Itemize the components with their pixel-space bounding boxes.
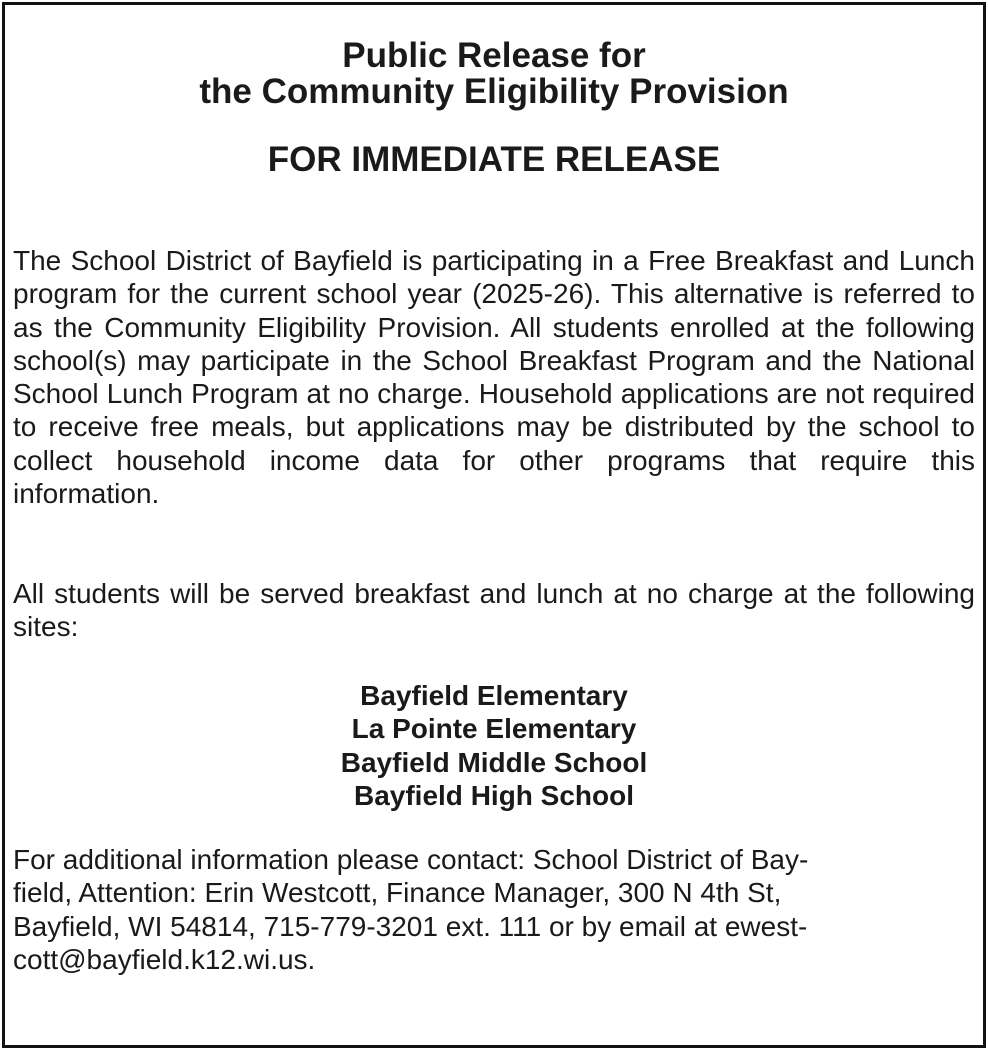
notice-frame (2, 2, 986, 1048)
sites-intro-paragraph: All students will be served breakfast and lunch at no charge at the following sites: (13, 578, 975, 643)
program-paragraph: The School District of Bayfield is participating in a Free Breakfast and Lunch program for the current school year (2025-26). This alternative is referred to as the Community Eligibility Provision. All students enrolled at the following school(s) may participate in the School Breakfast Program and the National School Lunch Program at no charge. Household applications are not required to receive free meals, but applications may be distributed by the school to collect household income data for other programs that require this information. (13, 245, 975, 510)
school-list (5, 679, 983, 812)
contact-line-3: Bayfield, WI 54814, 715-779-3201 ext. 111 or by email at ewest- (13, 910, 808, 942)
school-item-bayfield-high: Bayfield High School (353, 779, 635, 811)
school-item-la-pointe-elementary: La Pointe Elementary (351, 713, 637, 745)
contact-line-4: cott@bayfield.k12.wi.us. (13, 943, 316, 975)
contact-line-1: For additional information please contact: School District of Bay- (13, 844, 809, 875)
release-label: FOR IMMEDIATE RELEASE (267, 140, 721, 179)
title-line-1: Public Release for (342, 36, 646, 75)
contact-line-2: field, Attention: Erin Westcott, Finance Manager, 300 N 4th St, (13, 877, 782, 909)
contact-paragraph (13, 843, 975, 976)
school-item-bayfield-middle: Bayfield Middle School (340, 746, 648, 778)
title-line-2: the Community Eligibility Provision (199, 72, 789, 111)
school-item-bayfield-elementary: Bayfield Elementary (360, 680, 628, 711)
notice-title (5, 38, 983, 110)
